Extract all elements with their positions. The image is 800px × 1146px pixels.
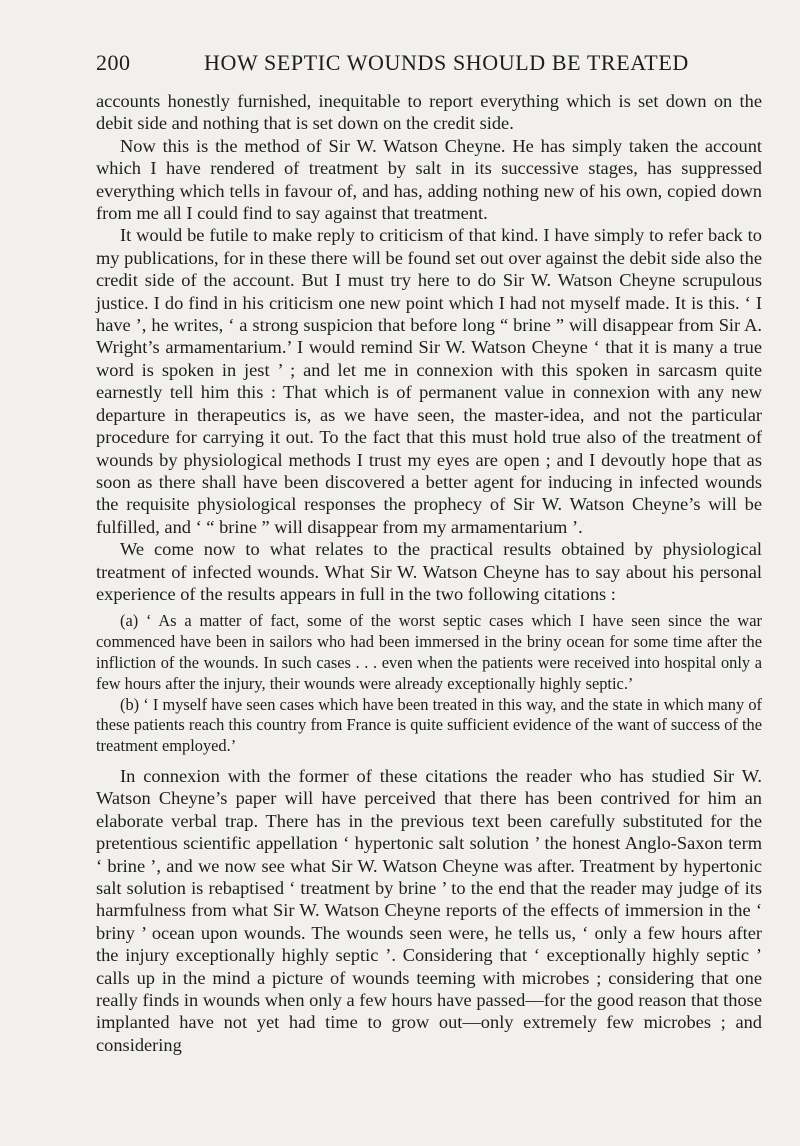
paragraph-verbal-trap: In connexion with the former of these citations the reader who has studied Sir W. Watson Cheyne’s paper will have perceived that there has been contrived for him an elaborate verbal trap. There has in the previous text been carefully substituted for the pretentious scientific appellation ‘ hypertonic salt solution ’ the honest Anglo-Saxon term ‘ brine ’, and we now see what Sir W. Watson Cheyne was after. Treatment by hypertonic salt solution is rebaptised ‘ treatment by brine ’ to the end that the reader may judge of its harmfulness from what Sir W. Watson Cheyne reports of the effects of immersion in the ‘ briny ’ ocean upon wounds. The wounds seen were, he tells us, ‘ only a few hours after the injury exceptionally highly septic ’. Considering that ‘ exceptionally highly septic ’ calls up in the mind a picture of wounds teeming with microbes ; considering that one really finds in wounds when only a few hours have passed—for the good reason that those implanted have not yet had time to grow out—only extremely few microbes ; and considering — [96, 765, 762, 1055]
paragraph-practical-results: We come now to what relates to the practical results obtained by physiological treatment of infected wounds. What Sir W. Watson Cheyne has to say about his personal experience of the results appears in full in the two following citations : — [96, 539, 762, 604]
paragraph-continuation: accounts honestly furnished, inequitable to report everything which is set down on the debit side and nothing that is set down on the credit side. — [96, 91, 762, 134]
page-header — [96, 50, 762, 78]
citations-block — [96, 611, 762, 757]
paragraph-method: Now this is the method of Sir W. Watson Cheyne. He has simply taken the account which I have rendered of treatment by salt in its successive stages, has suppressed everything which tells in favour of, and has, adding nothing new of his own, copied down from me all I could find to say against that treatment. — [96, 135, 762, 224]
citation-b: (b) ‘ I myself have seen cases which have been treated in this way, and the state in which many of these patients reach this country from France is quite sufficient evidence of the want of success of the treatment employed.’ — [96, 694, 762, 756]
page-number: 200 — [96, 50, 131, 75]
citation-a: (a) ‘ As a matter of fact, some of the worst septic cases which I have seen since the war commenced have been in sailors who had been immersed in the briny ocean for some time after the infliction of the wounds. In such cases . . . even when the patients were received into hospital only a few hours after the injury, their wounds were already exceptionally highly septic.’ — [96, 611, 762, 693]
running-title: HOW SEPTIC WOUNDS SHOULD BE TREATED — [204, 50, 689, 75]
paragraph-futile-reply: It would be futile to make reply to criticism of that kind. I have simply to refer back to my publications, for in these there will be found set out over against the debit side also the credit side of the account. But I must try here to do Sir W. Watson Cheyne scrupulous justice. I do find in his criticism one new point which I had not myself made. It is this. ‘ I have ’, he writes, ‘ a strong suspicion that before long “ brine ” will disappear from Sir A. Wright’s armamentarium.’ I would remind Sir W. Watson Cheyne ‘ that it is many a true word is spoken in jest ’ ; and let me in connexion with this spoken in sarcasm quite earnestly tell him this : That which is of permanent value in connexion with any new departure in therapeutics is, as we have seen, the master-idea, and not the particular procedure for carrying it out. To the fact that this must hold true also of the treatment of wounds by physiological methods I trust my eyes are open ; and I devoutly hope that as soon as there shall have been discovered a better agent for inducing in infected wounds the requisite physiological responses the prophecy of Sir W. Watson Cheyne’s will be fulfilled, and ‘ “ brine ” will disappear from my armamentarium ’. — [96, 225, 762, 537]
